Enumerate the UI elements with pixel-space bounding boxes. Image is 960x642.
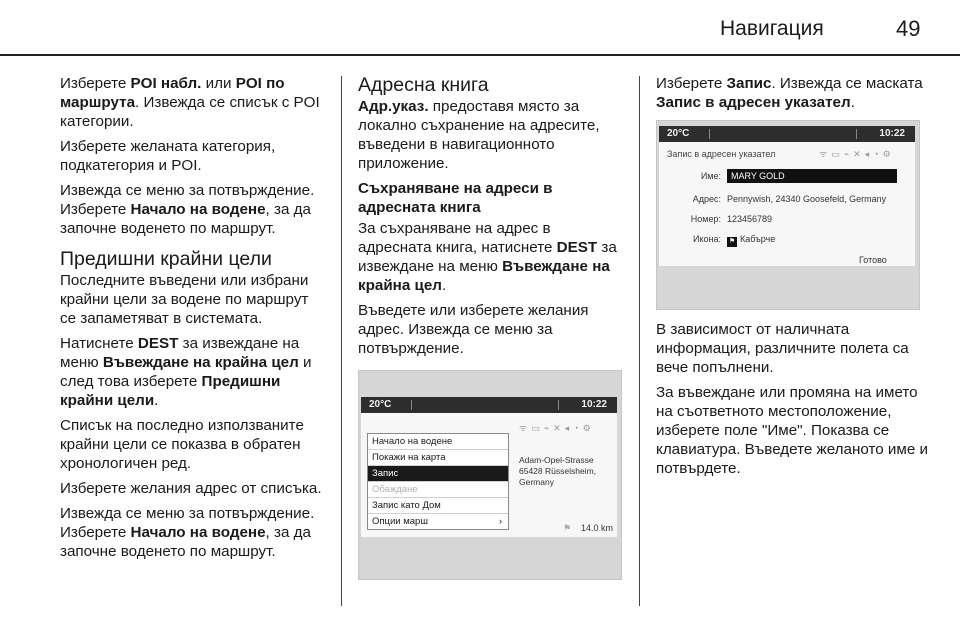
paragraph-previous-stored: Последните въведени или избрани крайни цели за водене по маршрут се запаметяват в системата. bbox=[60, 272, 309, 327]
icon-field[interactable]: ⚑ Кабърче bbox=[728, 234, 776, 245]
clock-readout-entry: 10:22 bbox=[879, 128, 905, 139]
menu-item-call: Обаждане bbox=[368, 482, 508, 498]
column-divider-2 bbox=[639, 76, 640, 606]
confirm-menu bbox=[367, 433, 509, 530]
page-number: 49 bbox=[896, 16, 921, 41]
infotainment-screen-entry: 20°C 10:22 Запис в адресен указател ᯤ▭⌁✕◂◔⚙ Име: MARY GOLD Адрес: Pennywish, 24340 Goosefeld, Germany Номер: 123456789 Икона: ⚑ Кабърче Готово bbox=[659, 126, 915, 266]
menu-item-save-as-home[interactable]: Запис като Дом bbox=[368, 498, 508, 514]
screen-subtitle: Запис в адресен указател bbox=[667, 149, 776, 159]
flag-icon: ⚑ bbox=[728, 238, 736, 245]
screen-status-bar-entry bbox=[659, 126, 915, 142]
route-flag-icon: ⚑ bbox=[563, 523, 572, 533]
heading-save-addresses: Съхраняване на адреси в адресната книга bbox=[358, 180, 553, 216]
heading-previous-destinations: Предишни крайни цели bbox=[60, 248, 272, 270]
name-field[interactable]: MARY GOLD bbox=[727, 169, 897, 183]
paragraph-address-book: Адр.указ. предоставя място за локално съхранение на адресите, въведени в навигационното приложение. bbox=[358, 98, 600, 172]
chevron-right-icon: › bbox=[498, 516, 502, 527]
destination-address: Adam-Opel-Strasse 65428 Rüsselsheim, Germany bbox=[519, 455, 597, 487]
done-button[interactable]: Готово bbox=[859, 255, 887, 265]
menu-item-save[interactable]: Запис bbox=[368, 466, 508, 482]
paragraph-select-category: Изберете желаната категория, подкатегория и POI. bbox=[60, 138, 276, 174]
screen-status-bar bbox=[361, 397, 617, 413]
menu-item-route-options[interactable]: Опции марш › bbox=[372, 516, 502, 527]
screenshot-address-book-entry bbox=[656, 120, 920, 310]
header-rule bbox=[0, 54, 960, 56]
paragraph-confirm-2: Извежда се меню за потвърждение. Изберете Начало на водене, за да започне воденето по маршрут. bbox=[60, 505, 315, 560]
signal-status-icons: ᯤ▭⌁✕◂◔⚙ bbox=[519, 423, 595, 433]
distance-readout: 14.0 km bbox=[581, 523, 614, 533]
paragraph-select-save: Изберете Запис. Извежда се маската Запис в адресен указател. bbox=[656, 75, 923, 111]
column-3 bbox=[656, 74, 938, 484]
paragraph-select-address: Изберете желания адрес от списъка. bbox=[60, 480, 322, 497]
page-header-title: Навигация bbox=[720, 17, 824, 40]
signal-status-icons-entry: ᯤ▭⌁✕◂◔⚙ bbox=[819, 149, 895, 159]
paragraph-save-address: За съхраняване на адрес в адресната книга, натиснете DEST за извеждане на меню Въвеждане на крайна цел. bbox=[358, 220, 617, 294]
paragraph-press-dest: Натиснете DEST за извеждане на меню Въвеждане на крайна цел и след това изберете Предишни крайни цели. bbox=[60, 335, 312, 409]
menu-item-show-on-map[interactable]: Покажи на карта bbox=[368, 450, 508, 466]
paragraph-edit-name: За въвеждане или промяна на името на съответното местоположение, изберете поле "Име". Показва се клавиатура. Въведете желаното име и потвърдете. bbox=[656, 384, 928, 477]
number-field[interactable]: 123456789 bbox=[727, 214, 773, 224]
column-divider-1 bbox=[341, 76, 342, 606]
heading-address-book: Адресна книга bbox=[358, 74, 489, 96]
column-1 bbox=[60, 74, 328, 567]
field-row-name[interactable]: Име: MARY GOLD bbox=[659, 169, 915, 183]
clock-readout: 10:22 bbox=[581, 399, 607, 410]
infotainment-screen bbox=[361, 397, 617, 537]
paragraph-enter-address: Въведете или изберете желания адрес. Извежда се меню за потвърждение. bbox=[358, 302, 589, 357]
address-field[interactable]: Pennywish, 24340 Goosefeld, Germany bbox=[727, 194, 887, 204]
screenshot-confirm-menu bbox=[358, 370, 622, 580]
paragraph-confirm-1: Извежда се меню за потвърждение. Изберете Начало на водене, за да започне воденето по маршрут. bbox=[60, 182, 315, 237]
column-2 bbox=[358, 74, 626, 580]
paragraph-fields-filled: В зависимост от наличната информация, различните полета са вече попълнени. bbox=[656, 321, 909, 376]
temperature-readout-entry: 20°C bbox=[667, 128, 690, 139]
paragraph-list-order: Списък на последно използваните крайни цели се показва в обратен хронологичен ред. bbox=[60, 417, 304, 472]
menu-item-start-guidance[interactable]: Начало на водене bbox=[368, 434, 508, 450]
paragraph-poi: Изберете POI набл. или POI по маршрута. Извежда се списък с POI категории. bbox=[60, 75, 320, 130]
temperature-readout: 20°C bbox=[369, 399, 392, 410]
